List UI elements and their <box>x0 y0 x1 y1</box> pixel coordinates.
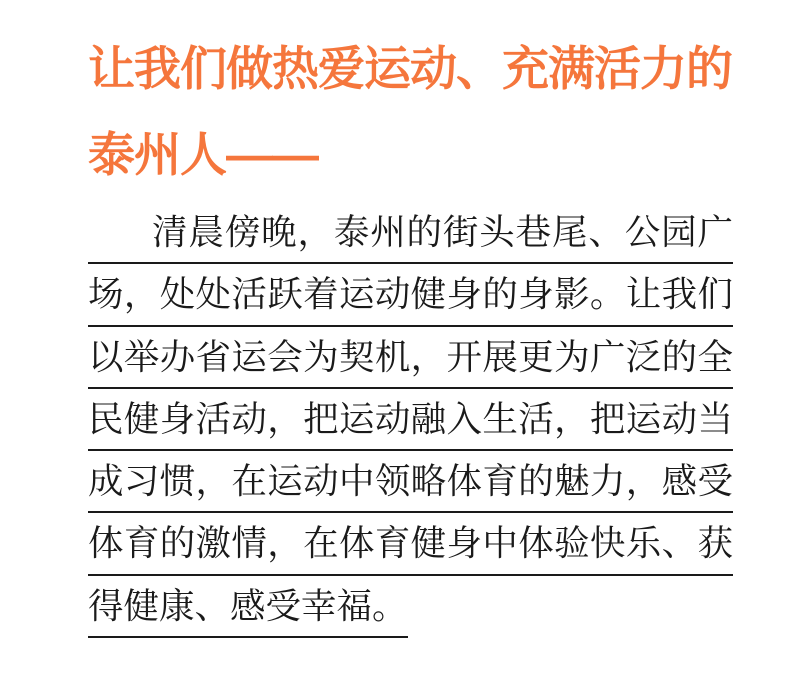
body-line <box>88 576 733 636</box>
body-line: 场，处处活跃着运动健身的身影。让我们 <box>88 264 733 326</box>
body-line-text: 得健康、感受幸福。 <box>88 576 408 638</box>
page-title <box>88 26 768 198</box>
page-title-line-1: 让我们做热爱运动、充满活力的 <box>88 42 732 95</box>
page-title-line-2: 泰州人—— <box>88 128 318 181</box>
body-line: 成习惯，在运动中领略体育的魅力，感受 <box>88 451 733 513</box>
body-line: 民健身活动，把运动融入生活，把运动当 <box>88 389 733 451</box>
body-line: 清晨傍晚，泰州的街头巷尾、公园广 <box>88 202 733 264</box>
body-line: 体育的激情，在体育健身中体验快乐、获 <box>88 513 733 575</box>
body-paragraph <box>88 202 733 636</box>
body-line: 以举办省运会为契机，开展更为广泛的全 <box>88 327 733 389</box>
